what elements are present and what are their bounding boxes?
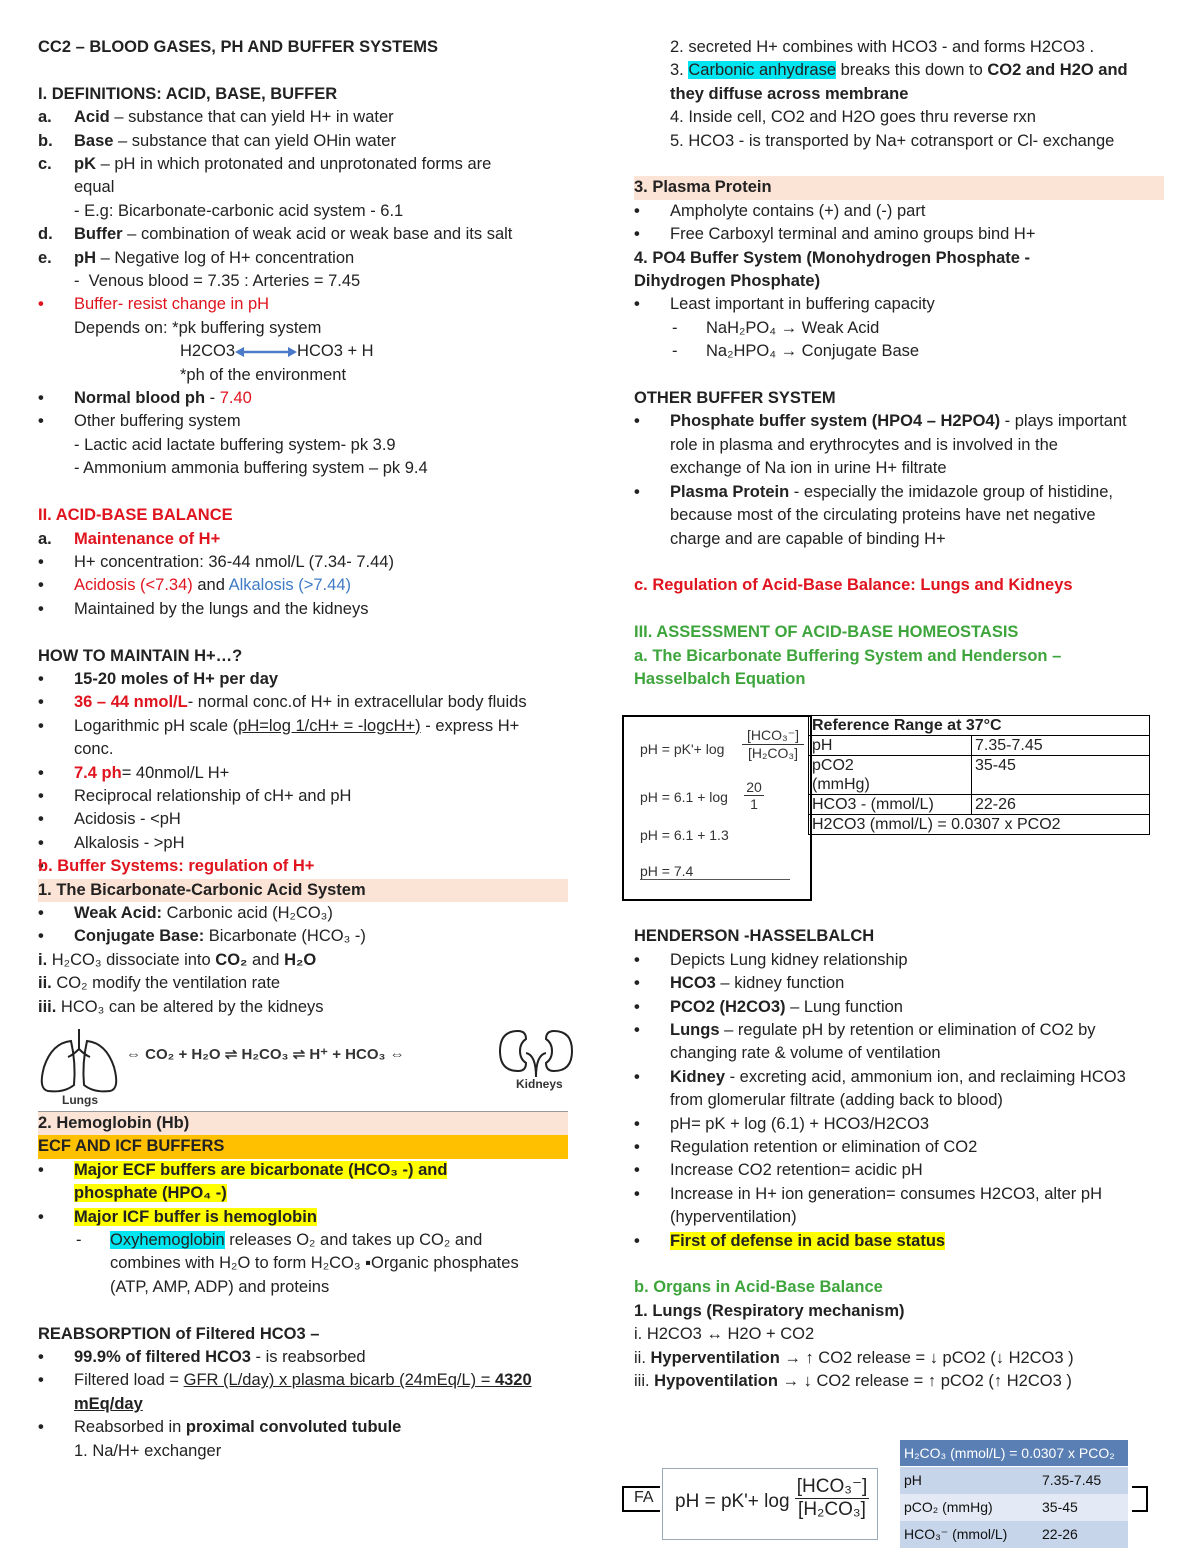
conjugate-base: • Conjugate Base: Bicarbonate (HCO₃ -) (38, 925, 568, 948)
ventilation: ii. CO₂ modify the ventilation rate (38, 974, 281, 993)
depends-on: Depends on: *pk buffering system (74, 318, 322, 337)
def-acid: a. Acid – substance that can yield H+ in water (38, 108, 394, 127)
blue-table-head: H₂CO₃ (mmol/L) = 0.0307 x PCO₂ (900, 1440, 1128, 1466)
plasma-protein-cont-1: because most of the circulating proteins have net negative (670, 506, 1096, 525)
right-column (634, 36, 1164, 1393)
def-pk-example: - E.g: Bicarbonate-carbonic acid system - 6.1 (74, 201, 404, 220)
filtered-load: • Filtered load = GFR (L/day) x plasma bicarb (24mEq/L) = 4320 (38, 1369, 568, 1392)
def-ph: e. pH – Negative log of H+ concentration (38, 248, 355, 267)
reference-title: Reference Range at 37°C (809, 716, 1150, 736)
formula-3: pH = 6.1 + 1.3 (640, 827, 729, 844)
formula-box (622, 715, 812, 901)
hyperventilation: ii. Hyperventilation → ↑ CO2 release = ↓ pCO2 (↓ H2CO3 ) (634, 1348, 1074, 1367)
weak-acid: • Weak Acid: Carbonic acid (H₂CO₃) (38, 902, 568, 925)
blue-table-row: pH 7.35-7.45 (900, 1466, 1128, 1494)
plasma-protein-item: • Plasma Protein - especially the imidazole group of histidine, (634, 481, 1164, 504)
hh-kidney: • Kidney - excreting acid, ammonium ion, and reclaiming HCO3 (634, 1066, 1164, 1089)
plasma-protein-cont-2: charge and are capable of binding H+ (670, 529, 946, 548)
normal-blood-ph: • Normal blood ph - 7.40 (38, 387, 568, 410)
ref-row-hco3-value: 22-26 (972, 795, 1150, 815)
hh-h-ion-cont: (hyperventilation) (670, 1208, 797, 1227)
ref-row-pco2-name: pCO2 (mmHg) (809, 756, 972, 795)
bracket-right (1132, 1486, 1148, 1512)
how-maintain-heading: HOW TO MAINTAIN H+…? (38, 646, 243, 665)
filtered-load-cont: mEq/day (74, 1394, 143, 1413)
formula-1: pH = pK'+ log (640, 741, 725, 758)
hh-lungs: • Lungs – regulate pH by retention or elimination of CO2 by (634, 1019, 1164, 1042)
ecf-icf-heading: ECF AND ICF BUFFERS (38, 1135, 568, 1158)
oxyhemoglobin-cont-2: (ATP, AMP, ADP) and proteins (110, 1277, 330, 1296)
hh-h-ion: • Increase in H+ ion generation= consumes H2CO3, alter pH (634, 1183, 1164, 1206)
kidneys-label: Kidneys (516, 1077, 563, 1092)
fa-label: FA (634, 1489, 654, 1506)
big-formula-box (662, 1468, 878, 1540)
phosphate-buffer: • Phosphate buffer system (HPO4 – H2PO4) - plays important (634, 410, 1164, 433)
def-pk-cont: equal (74, 178, 115, 197)
hh-co2-retention: • Increase CO2 retention= acidic pH (634, 1159, 1164, 1182)
lungs-kidneys-figure (38, 1027, 568, 1112)
other-buffering: • Other buffering system (38, 410, 568, 433)
def-pk: c. pK – pH in which protonated and unprotonated forms are (38, 155, 492, 174)
nah2po4: - NaH₂PO₄ → Weak Acid (634, 317, 1164, 340)
reabsorbed-pct: • 99.9% of filtered HCO3 - is reabsorbed (38, 1346, 568, 1369)
oxyhemoglobin-cont-1: combines with H₂O to form H₂CO₃ ▪Organic phosphates (110, 1254, 519, 1273)
step-2: 2. secreted H+ combines with HCO3 - and forms H2CO3 . (670, 38, 1095, 56)
na-h-exchanger: 1. Na/H+ exchanger (74, 1441, 222, 1460)
hypoventilation: iii. Hypoventilation → ↓ CO2 release = ↑ pCO2 (↑ H2CO3 ) (634, 1372, 1072, 1391)
ph-74: • 7.4 ph= 40nmol/L H+ (38, 762, 568, 785)
acidosis-alkalosis: • Acidosis (<7.34) and Alkalosis (>7.44) (38, 574, 568, 597)
step-3-cont: they diffuse across membrane (670, 84, 909, 103)
section-2c: c. Regulation of Acid-Base Balance: Lungs and Kidneys (634, 576, 1073, 595)
reference-range-table (808, 715, 1150, 835)
blue-table-row: HCO₃⁻ (mmol/L) 22-26 (900, 1521, 1128, 1548)
blue-table-row: pCO₂ (mmHg) 35-45 (900, 1494, 1128, 1521)
lactic-system: - Lactic acid lactate buffering system- pk 3.9 (74, 435, 396, 454)
step-5: 5. HCO3 - is transported by Na+ cotransport or Cl- exchange (670, 131, 1115, 150)
ampholyte: • Ampholyte contains (+) and (-) part (634, 200, 1164, 223)
hh-heading: HENDERSON -HASSELBALCH (634, 927, 875, 946)
def-buffer: d. Buffer – combination of weak acid or weak base and its salt (38, 225, 513, 244)
section-2b: b. Buffer Systems: regulation of H+ (38, 857, 315, 876)
acidosis-lt: • Acidosis - <pH (38, 808, 568, 831)
formula-4: pH = 7.4 (640, 863, 790, 880)
ref-row-hco3-name: HCO3 - (mmol/L) (809, 795, 972, 815)
lungs-eq: i. H2CO3 ↔ H2O + CO2 (634, 1325, 815, 1344)
hh-pco2: • PCO2 (H2CO3) – Lung function (634, 996, 1164, 1019)
other-buffer-heading: OTHER BUFFER SYSTEM (634, 389, 836, 408)
alkalosis-gt: • Alkalosis - >pH (38, 832, 568, 855)
ammonium-system: - Ammonium ammonia buffering system – pk 9.4 (74, 459, 428, 478)
major-ecf: • Major ECF buffers are bicarbonate (HCO₃ -) and (38, 1159, 568, 1182)
equilibrium-equation: H2CO3 HCO3 + H (180, 342, 374, 361)
bicarbonate-system-heading: 1. The Bicarbonate-Carbonic Acid System (38, 879, 568, 902)
moles-per-day: • 15-20 moles of H+ per day (38, 668, 568, 691)
hh-kidney-cont: from glomerular filtrate (adding back to blood) (670, 1091, 1003, 1110)
h-concentration: • H+ concentration: 36-44 nmol/L (7.34- 7.44) (38, 551, 568, 574)
ref-row-h2co3: H2CO3 (mmol/L) = 0.0307 x PCO2 (809, 815, 1150, 835)
po4-heading: 4. PO4 Buffer System (Monohydrogen Phosphate - (634, 248, 1031, 267)
maintained-by: • Maintained by the lungs and the kidneys (38, 598, 568, 621)
left-column (38, 36, 568, 1463)
fa-box (622, 1486, 660, 1512)
ph-environment: *ph of the environment (180, 365, 347, 384)
figure-equation: ⇔ CO₂ + H₂O ⇌ H₂CO₃ ⇌ H⁺ + HCO₃ ⇔ (126, 1046, 405, 1064)
dissociate: i. H₂CO₃ dissociate into CO₂ and H₂O (38, 950, 317, 969)
formula-2: pH = 6.1 + log (640, 789, 728, 806)
formula-reference-block (634, 715, 1164, 911)
reabsorbed-in: • Reabsorbed in proximal convoluted tubule (38, 1416, 568, 1439)
phosphate-buffer-cont-1: role in plasma and erythrocytes and is involved in the (670, 435, 1058, 454)
blue-reference-table (900, 1440, 1128, 1548)
free-carboxyl: • Free Carboxyl terminal and amino groups bind H+ (634, 223, 1164, 246)
section-3a: a. The Bicarbonate Buffering System and Henderson – (634, 646, 1062, 665)
big-formula-fraction: [HCO₃⁻] [H₂CO₃] (796, 1476, 868, 1520)
big-formula: pH = pK'+ log (675, 1491, 790, 1512)
hh-lung-kidney: • Depicts Lung kidney relationship (634, 949, 1164, 972)
log-scale-cont: conc. (74, 740, 114, 759)
section-2a: a. Maintenance of H+ (38, 529, 221, 548)
step-3: 3. Carbonic anhydrase breaks this down to CO2 and H2O and (670, 61, 1128, 80)
hh-equation: • pH= pK + log (6.1) + HCO3/H2CO3 (634, 1113, 1164, 1136)
ref-row-ph-name: pH (809, 736, 972, 756)
na2hpo4: - Na₂HPO₄ → Conjugate Base (634, 340, 1164, 363)
hemoglobin-heading: 2. Hemoglobin (Hb) (38, 1112, 568, 1135)
hh-hco3: • HCO3 – kidney function (634, 972, 1164, 995)
plasma-protein-heading: 3. Plasma Protein (634, 176, 1164, 199)
hh-lungs-cont: changing rate & volume of ventilation (670, 1044, 941, 1063)
section-1-heading: I. DEFINITIONS: ACID, BASE, BUFFER (38, 84, 338, 103)
kidneys-alter: iii. HCO₃ can be altered by the kidneys (38, 997, 324, 1016)
hh-first-defense: • First of defense in acid base status (634, 1230, 1164, 1253)
oxyhemoglobin: - Oxyhemoglobin releases O₂ and takes up CO₂ and (38, 1229, 568, 1252)
lungs-icon (38, 1027, 120, 1097)
reabsorption-heading: REABSORPTION of Filtered HCO3 – (38, 1324, 320, 1343)
kidneys-icon (498, 1027, 574, 1079)
least-important: • Least important in buffering capacity (634, 293, 1164, 316)
double-arrow-icon (235, 345, 297, 359)
major-ecf-cont: phosphate (HPO₄ -) (74, 1184, 227, 1203)
lungs-label: Lungs (62, 1093, 98, 1108)
section-3b: b. Organs in Acid-Base Balance (634, 1278, 883, 1297)
ref-row-pco2-value: 35-45 (972, 756, 1150, 795)
step-4: 4. Inside cell, CO2 and H2O goes thru reverse rxn (670, 108, 1036, 127)
def-base: b. Base – substance that can yield OHin water (38, 131, 396, 150)
major-icf: • Major ICF buffer is hemoglobin (38, 1206, 568, 1229)
ref-row-ph-value: 7.35-7.45 (972, 736, 1150, 756)
formula-1-fraction: [HCO₃⁻] [H₂CO₃] (742, 727, 804, 761)
log-scale: • Logarithmic pH scale (pH=log 1/cH+ = -logcH+) - express H+ (38, 715, 568, 738)
doc-title: CC2 – BLOOD GASES, PH AND BUFFER SYSTEMS (38, 38, 439, 56)
phosphate-buffer-cont-2: exchange of Na ion in urine H+ filtrate (670, 459, 947, 478)
buffer-resist: • Buffer- resist change in pH (38, 293, 568, 316)
reciprocal: • Reciprocal relationship of cH+ and pH (38, 785, 568, 808)
section-3-heading: III. ASSESSMENT OF ACID-BASE HOMEOSTASIS (634, 623, 1019, 642)
lungs-respiratory: 1. Lungs (Respiratory mechanism) (634, 1301, 905, 1320)
venous-arterial: - Venous blood = 7.35 : Arteries = 7.45 (74, 272, 361, 291)
section-3a-cont: Hasselbalch Equation (634, 669, 806, 688)
po4-heading-cont: Dihydrogen Phosphate) (634, 272, 821, 291)
normal-conc: • 36 – 44 nmol/L- normal conc.of H+ in extracellular body fluids (38, 691, 568, 714)
hh-regulation: • Regulation retention or elimination of CO2 (634, 1136, 1164, 1159)
formula-2-fraction: 20 1 (744, 779, 764, 812)
section-2-heading: II. ACID-BASE BALANCE (38, 506, 233, 525)
